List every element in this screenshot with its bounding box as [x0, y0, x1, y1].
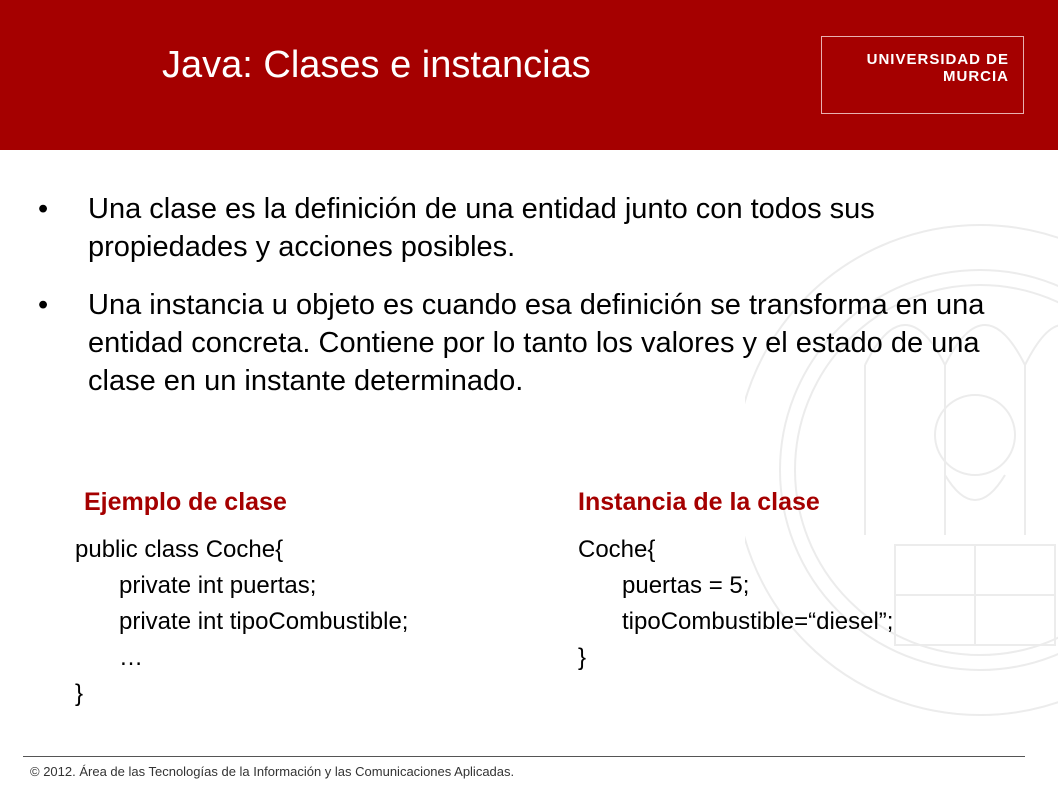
code-line: public class Coche{	[75, 536, 284, 563]
footer-text	[30, 764, 514, 779]
logo-line-2: MURCIA	[943, 68, 1009, 85]
bullet-item	[30, 190, 1040, 266]
footer-link[interactable]: Área de las Tecnologías de la Información y las Comunicaciones Aplicadas.	[79, 764, 515, 779]
code-line: tipoCombustible=“diesel”;	[622, 608, 894, 635]
bullet-marker: •	[38, 289, 49, 321]
code-line: }	[578, 644, 587, 671]
bullet-text: Una clase es la definición de una entidad junto con todos sus propiedades y acciones posibles.	[88, 193, 875, 263]
code-line: private int tipoCombustible;	[119, 608, 409, 635]
university-logo	[821, 36, 1024, 114]
logo-line-1: UNIVERSIDAD DE	[866, 51, 1009, 68]
header-bar	[0, 0, 1058, 150]
slide-title: Java: Clases e instancias	[162, 44, 591, 86]
footer-copyright: © 2012.	[30, 764, 80, 779]
code-line: puertas = 5;	[622, 572, 750, 599]
footer-divider	[23, 756, 1025, 757]
bullet-text: Una instancia u objeto es cuando esa definición se transforma en una entidad concreta. Contiene por lo tanto los valores y el estado de una clase en un instante determinado.	[88, 289, 985, 397]
class-example-heading: Ejemplo de clase	[84, 488, 287, 516]
code-line: Coche{	[578, 536, 656, 563]
bullet-marker: •	[38, 193, 49, 225]
code-line: private int puertas;	[119, 572, 317, 599]
instance-example-heading: Instancia de la clase	[578, 488, 820, 516]
class-code-block	[75, 532, 408, 712]
code-line: }	[75, 680, 84, 707]
instance-code-block	[578, 532, 893, 676]
bullet-list	[30, 190, 1040, 420]
bullet-item	[30, 286, 1040, 400]
code-line: …	[119, 644, 143, 671]
